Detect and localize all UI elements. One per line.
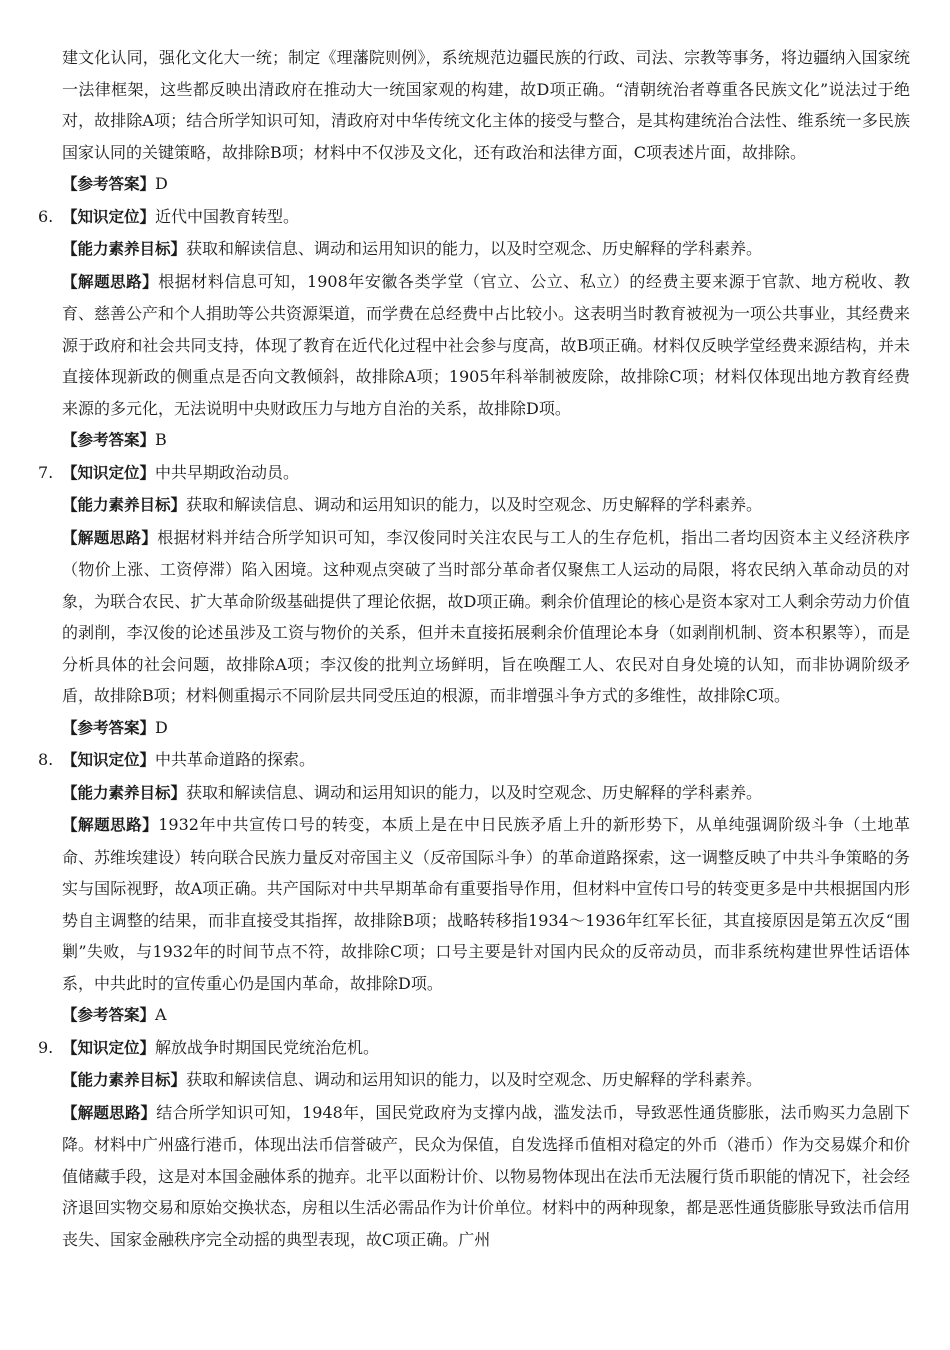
- thinking-text: 结合所学知识可知，1948年，国民党政府为支撑内战，滥发法币，导致恶性通货膨胀，法币购买力急剧下降。材料中广州盛行港币，体现出法币信誉破产，民众为保值，自发选择币值相对稳定的外币（港币）作为交易媒介和价值储藏手段，这是对本国金融体系的抛弃。北平以面粉计价、以物易物体现出在法币无法履行货币职能的情况下，社会经济退回实物交易和原始交换状态，房租以生活必需品作为计价单位。材料中的两种现象，都是恶性通货膨胀导致法币信用丧失、国家金融秩序完全动摇的典型表现，故C项正确。广州: [62, 1102, 911, 1249]
- answer-line: [62, 999, 910, 1032]
- knowledge-label: 【知识定位】: [62, 463, 156, 482]
- knowledge-text: 中共革命道路的探索。: [155, 750, 316, 769]
- ability-label: 【能力素养目标】: [62, 240, 187, 258]
- ability-line: [62, 777, 910, 810]
- thinking-label: 【解题思路】: [62, 528, 158, 547]
- ability-line: [62, 1064, 910, 1097]
- answer-label: 【参考答案】: [62, 175, 156, 193]
- question-number: 9.: [38, 1037, 54, 1057]
- knowledge-line: [38, 1032, 910, 1065]
- knowledge-line: [38, 744, 910, 777]
- ability-label: 【能力素养目标】: [62, 1071, 187, 1089]
- question-item-6: [38, 201, 911, 457]
- answer-value: D: [155, 717, 168, 737]
- question-number: 8.: [38, 750, 54, 769]
- thinking-label: 【解题思路】: [62, 816, 159, 834]
- knowledge-label: 【知识定位】: [62, 207, 156, 226]
- ability-text: 获取和解读信息、调动和运用知识的能力，以及时空观念、历史解释的学科素养。: [186, 495, 763, 514]
- ability-text: 获取和解读信息、调动和运用知识的能力，以及时空观念、历史解释的学科素养。: [186, 1070, 763, 1089]
- answer-label: 【参考答案】: [62, 431, 156, 449]
- knowledge-label: 【知识定位】: [62, 1038, 156, 1057]
- answer-value: D: [155, 174, 168, 193]
- thinking-label: 【解题思路】: [62, 1103, 157, 1122]
- thinking-paragraph: [62, 1097, 910, 1256]
- ability-label: 【能力素养目标】: [62, 783, 187, 802]
- thinking-paragraph: [62, 522, 910, 712]
- answer-value: A: [155, 1005, 167, 1024]
- answer-value: B: [155, 430, 167, 449]
- answer-line: [62, 712, 910, 745]
- intro-block: [62, 42, 910, 201]
- thinking-label: 【解题思路】: [62, 272, 159, 291]
- ability-line: [62, 233, 910, 266]
- thinking-text: 根据材料并结合所学知识可知，李汉俊同时关注农民与工人的生存危机，指出二者均因资本主义经济秩序（物价上涨、工资停滞）陷入困境。这种观点突破了当时部分革命者仅聚焦工人运动的局限，将农民纳入革命动员的对象，为联合农民、扩大革命阶级基础提供了理论依据，故D项正确。剩余价值理论的核心是资本家对工人剩余劳动力价值的剥削，李汉俊的论述虽涉及工资与物价的关系，但并未直接拓展剩余价值理论本身（如剥削机制、资本积累等），而是分析具体的社会问题，故排除A项；李汉俊的批判立场鲜明，旨在唤醒工人、农民对自身处境的认知，而非协调阶级矛盾，故排除B项；材料侧重揭示不同阶层共同受压迫的根源，而非增强斗争方式的多维性，故排除C项。: [62, 527, 910, 705]
- question-item-9: [38, 1032, 911, 1256]
- thinking-text: 根据材料信息可知，1908年安徽各类学堂（官立、公立、私立）的经费主要来源于官款、地方税收、教育、慈善公产和个人捐助等公共资源渠道，而学费在总经费中占比较小。这表明当时教育被视为一项公共事业，其经费来源于政府和社会共同支持，体现了教育在近代化过程中社会参与度高，故B项正确。材料仅反映学堂经费来源结构，并未直接体现新政的侧重点是否向文教倾斜，故排除A项；1905年科举制被废除，故排除C项；材料仅体现出地方教育经费来源的多元化，无法说明中央财政压力与地方自治的关系，故排除D项。: [62, 271, 911, 418]
- intro-answer: [62, 168, 910, 201]
- question-number: 6.: [38, 206, 54, 226]
- knowledge-line: [38, 201, 910, 234]
- question-item-7: [38, 457, 910, 745]
- ability-line: [62, 489, 910, 522]
- thinking-text: 1932年中共宣传口号的转变，本质上是在中日民族矛盾上升的新形势下，从单纯强调阶级斗争（土地革命、苏维埃建设）转向联合民族力量反对帝国主义（反帝国际斗争）的革命道路探索，这一调整反映了中共斗争策略的务实与国际视野，故A项正确。共产国际对中共早期革命有重要指导作用，但材料中宣传口号的转变更多是中共根据国内形势自主调整的结果，而非直接受其指挥，故排除B项；战略转移指1934～1936年红军长征，其直接原因是第五次反“围剿”失败，与1932年的时间节点不符，故排除C项；口号主要是针对国内民众的反帝动员，而非系统构建世界性话语体系，中共此时的宣传重心仍是国内革命，故排除D项。: [62, 815, 911, 993]
- answer-line: [62, 424, 910, 457]
- answer-label: 【参考答案】: [62, 718, 156, 737]
- ability-text: 获取和解读信息、调动和运用知识的能力，以及时空观念、历史解释的学科素养。: [186, 782, 763, 802]
- thinking-paragraph: [62, 266, 910, 425]
- knowledge-text: 近代中国教育转型。: [155, 206, 300, 226]
- ability-text: 获取和解读信息、调动和运用知识的能力，以及时空观念、历史解释的学科素养。: [186, 239, 763, 258]
- knowledge-text: 中共早期政治动员。: [155, 462, 300, 482]
- question-number: 7.: [38, 462, 54, 482]
- question-item-8: [38, 744, 911, 1032]
- intro-text: 建文化认同，强化文化大一统；制定《理藩院则例》，系统规范边疆民族的行政、司法、宗教等事务，将边疆纳入国家统一法律框架，这些都反映出清政府在推动大一统国家观的构建，故D项正确。“清朝统治者尊重各民族文化”说法过于绝对，故排除A项；结合所学知识可知，清政府对中华传统文化主体的接受与整合，是其构建统治合法性、维系统一多民族国家认同的关键策略，故排除B项；材料中不仅涉及文化，还有政治和法律方面，C项表述片面，故排除。: [62, 48, 910, 162]
- answer-label: 【参考答案】: [62, 1006, 156, 1024]
- thinking-paragraph: [62, 809, 910, 999]
- knowledge-label: 【知识定位】: [62, 751, 156, 769]
- knowledge-text: 解放战争时期国民党统治危机。: [155, 1037, 380, 1057]
- ability-label: 【能力素养目标】: [62, 496, 187, 514]
- knowledge-line: [38, 457, 910, 490]
